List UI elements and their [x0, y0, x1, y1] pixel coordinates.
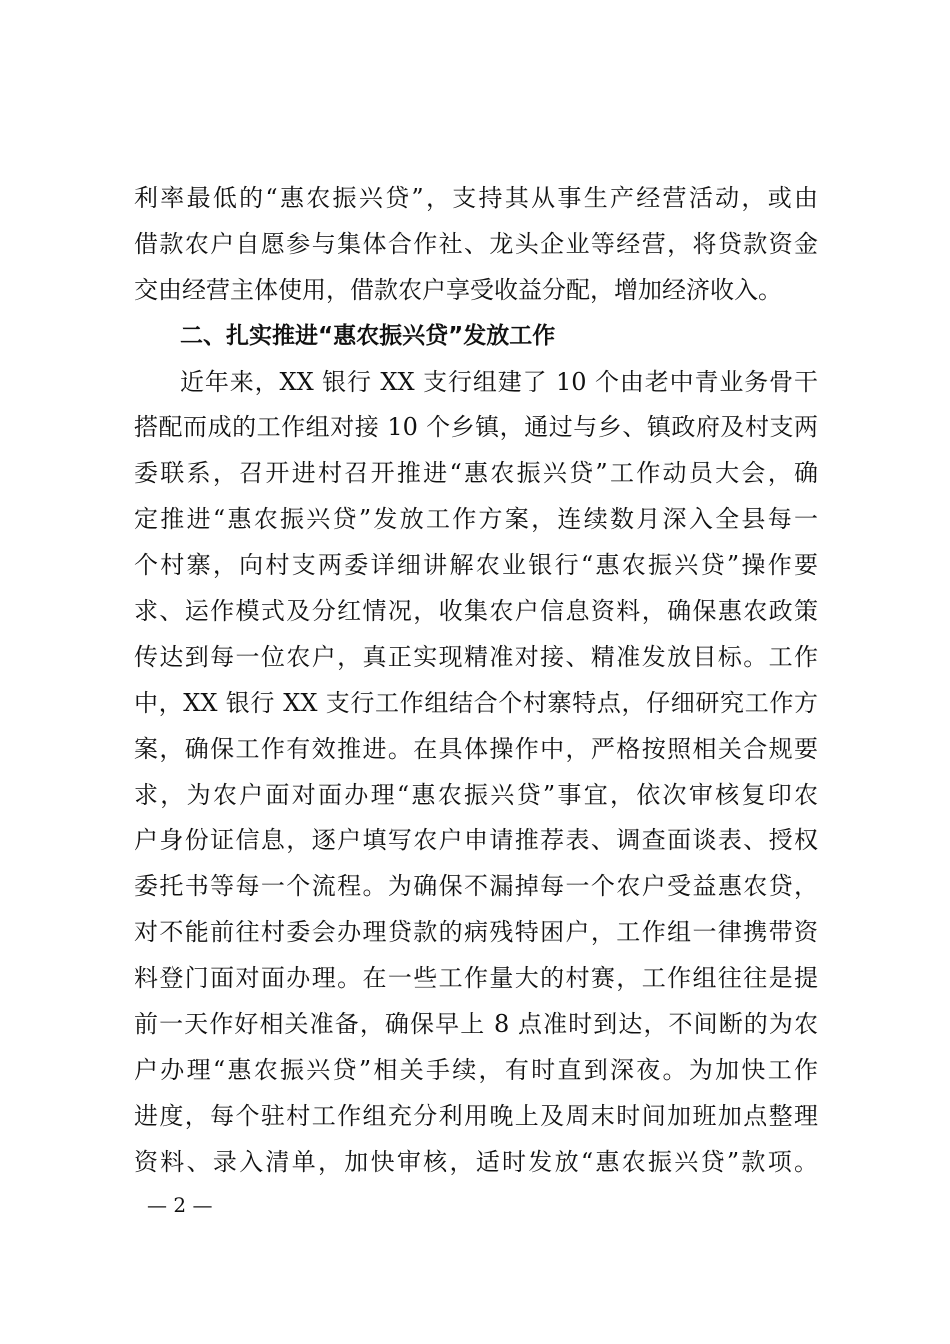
text-line: 求、运作模式及分红情况，收集农户信息资料，确保惠农政策: [134, 597, 818, 626]
text-line: 进度，每个驻村工作组充分利用晚上及周末时间加班加点整理: [134, 1101, 818, 1130]
text-line: 户办理“惠农振兴贷”相关手续，有时直到深夜。为加快工作: [134, 1055, 818, 1084]
text-line: 委托书等每一个流程。为确保不漏掉每一个农户受益惠农贷，: [134, 872, 818, 901]
text-line: 传达到每一位农户，真正实现精准对接、精准发放目标。工作: [134, 642, 818, 671]
text-line: 近年来，XX 银行 XX 支行组建了 10 个由老中青业务骨干: [180, 367, 818, 396]
text-line: 前一天作好相关准备，确保早上 8 点准时到达，不间断的为农: [134, 1010, 818, 1039]
text-line: 料登门面对面办理。在一些工作量大的村赛，工作组往往是提: [134, 964, 818, 993]
text-line: 个村寨，向村支两委详细讲解农业银行“惠农振兴贷”操作要: [134, 551, 818, 580]
text-line: 求，为农户面对面办理“惠农振兴贷”事宜，依次审核复印农: [134, 780, 818, 809]
text-line: 资料、录入清单，加快审核，适时发放“惠农振兴贷”款项。: [134, 1147, 818, 1176]
text-line: 利率最低的“惠农振兴贷”，支持其从事生产经营活动，或由: [134, 184, 818, 212]
text-line: 对不能前往村委会办理贷款的病残特困户，工作组一律携带资: [134, 918, 818, 947]
text-line: 借款农户自愿参与集体合作社、龙头企业等经营，将贷款资金: [134, 229, 818, 258]
text-line: 户身份证信息，逐户填写农户申请推荐表、调查面谈表、授权: [134, 826, 818, 855]
text-line: 搭配而成的工作组对接 10 个乡镇，通过与乡、镇政府及村支两: [134, 413, 818, 442]
text-line: 案，确保工作有效推进。在具体操作中，严格按照相关合规要: [134, 734, 818, 763]
text-line: 委联系，召开进村召开推进“惠农振兴贷”工作动员大会，确: [134, 459, 818, 488]
text-line: 中，XX 银行 XX 支行工作组结合个村寨特点，仔细研究工作方: [134, 688, 818, 717]
text-line: 定推进“惠农振兴贷”发放工作方案，连续数月深入全县每一: [134, 505, 818, 534]
page-number: — 2 —: [147, 1193, 213, 1217]
section-heading: 二、扎实推进“惠农振兴贷”发放工作: [180, 322, 556, 349]
body-text: [134, 176, 818, 1186]
text-line: 交由经营主体使用，借款农户享受收益分配，增加经济收入。: [134, 275, 782, 304]
